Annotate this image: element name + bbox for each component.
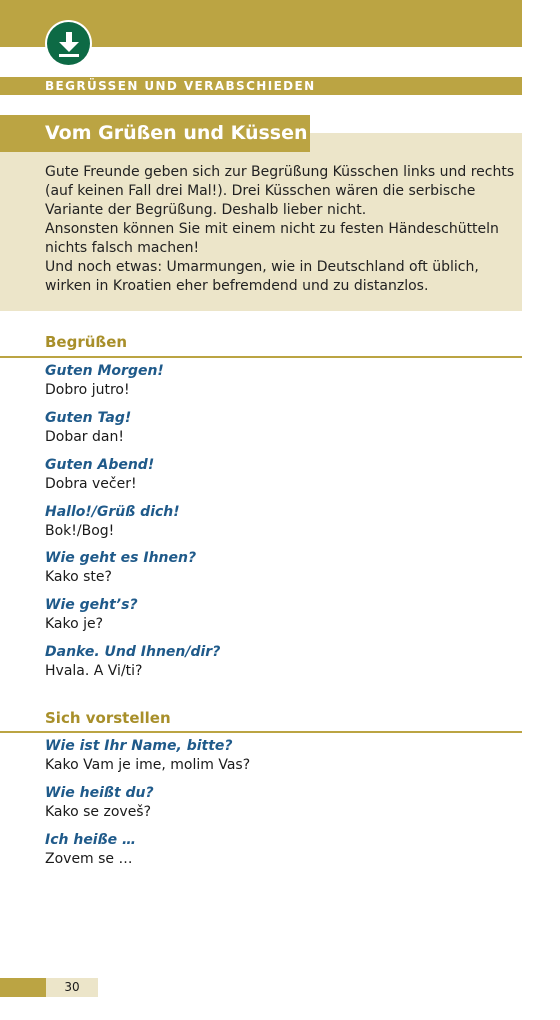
info-box-title-tab bbox=[0, 115, 310, 152]
phrase-german: Hallo!/Grüß dich! bbox=[45, 504, 180, 520]
info-paragraph: Ansonsten können Sie mit einem nicht zu festen Händeschütteln nichts falsch machen! bbox=[45, 221, 499, 256]
phrase-german: Wie heißt du? bbox=[45, 785, 154, 801]
phrase-item bbox=[45, 409, 515, 447]
phrase-croatian: Kako Vam je ime, molim Vas? bbox=[45, 757, 251, 773]
phrase-croatian: Kako je? bbox=[45, 616, 104, 632]
phrase-german: Danke. Und Ihnen/dir? bbox=[45, 644, 221, 660]
section-title: BEGRÜSSEN UND VERABSCHIEDEN bbox=[45, 79, 316, 93]
download-badge[interactable] bbox=[45, 20, 92, 67]
footer-bar bbox=[0, 978, 46, 997]
phrase-item bbox=[45, 362, 515, 400]
phrase-croatian: Bok!/Bog! bbox=[45, 523, 115, 539]
info-box-text bbox=[45, 163, 515, 296]
download-icon[interactable] bbox=[47, 22, 90, 65]
group-heading-begruessen: Begrüßen bbox=[45, 333, 128, 351]
heading-rule bbox=[0, 731, 522, 733]
phrase-item bbox=[45, 549, 515, 587]
phrase-item bbox=[45, 737, 515, 775]
phrase-german: Wie geht es Ihnen? bbox=[45, 550, 197, 566]
phrase-croatian: Zovem se … bbox=[45, 851, 133, 867]
info-paragraph: Gute Freunde geben sich zur Begrüßung Küsschen links und rechts (auf keinen Fall drei Mal!). Drei Küsschen wären die serbische Variante der Begrüßung. Deshalb lieber nicht. bbox=[45, 164, 515, 218]
phrase-item bbox=[45, 596, 515, 634]
phrase-german: Wie geht’s? bbox=[45, 597, 138, 613]
info-box-title: Vom Grüßen und Küssen bbox=[45, 122, 308, 144]
section-header-bar bbox=[0, 77, 522, 95]
group-heading-sich-vorstellen: Sich vorstellen bbox=[45, 709, 171, 727]
phrase-croatian: Kako ste? bbox=[45, 569, 112, 585]
phrase-german: Guten Morgen! bbox=[45, 363, 164, 379]
phrase-croatian: Kako se zoveš? bbox=[45, 804, 152, 820]
phrase-croatian: Hvala. A Vi/ti? bbox=[45, 663, 143, 679]
phrase-item bbox=[45, 643, 515, 681]
phrase-croatian: Dobro jutro! bbox=[45, 382, 130, 398]
phrase-item bbox=[45, 503, 515, 541]
phrase-croatian: Dobra večer! bbox=[45, 476, 137, 492]
phrase-item bbox=[45, 784, 515, 822]
phrase-german: Wie ist Ihr Name, bitte? bbox=[45, 738, 233, 754]
phrase-item bbox=[45, 456, 515, 494]
phrase-german: Guten Tag! bbox=[45, 410, 132, 426]
page-number: 30 bbox=[46, 978, 98, 997]
phrase-croatian: Dobar dan! bbox=[45, 429, 124, 445]
phrase-item bbox=[45, 831, 515, 869]
heading-rule bbox=[0, 356, 522, 358]
phrase-german: Guten Abend! bbox=[45, 457, 155, 473]
info-paragraph: Und noch etwas: Umarmungen, wie in Deutschland oft üblich, wirken in Kroatien eher befremdend und zu distanzlos. bbox=[45, 259, 479, 294]
phrase-german: Ich heiße … bbox=[45, 832, 137, 848]
